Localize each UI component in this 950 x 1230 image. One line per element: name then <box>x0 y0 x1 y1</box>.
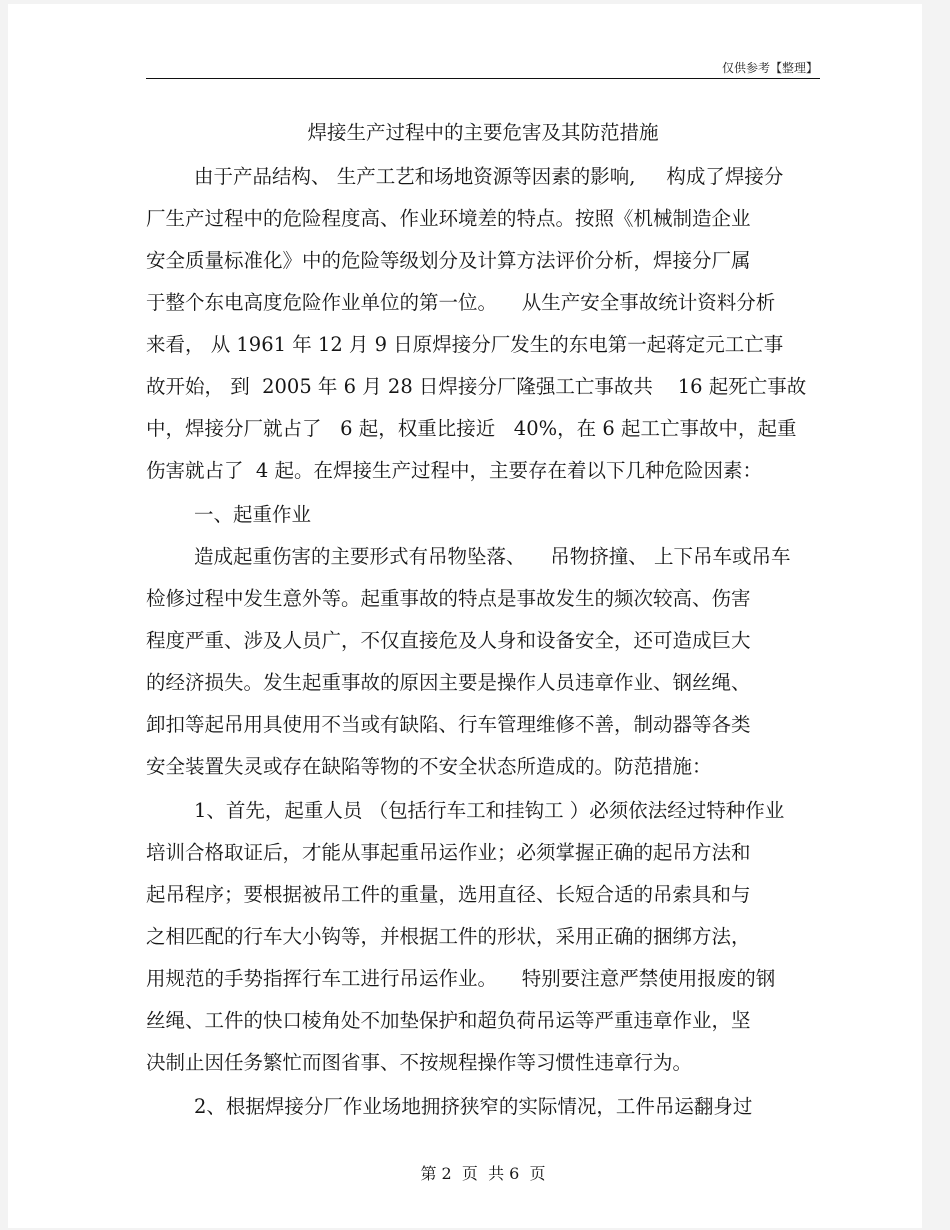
body-line: 造成起重伤害的主要形式有吊物坠落、 吊物挤撞、 上下吊车或吊车 <box>194 545 791 568</box>
body-line: 于整个东电高度危险作业单位的第一位。 从生产安全事故统计资料分析 <box>146 291 776 314</box>
body-line: 中，焊接分厂就占了 6 起，权重比接近 40%，在 6 起工亡事故中，起重 <box>146 417 797 440</box>
body-line: 厂生产过程中的危险程度高、作业环境差的特点。按照《机械制造企业 <box>146 207 751 230</box>
body-line: 决制止因任务繁忙而图省事、不按规程操作等习惯性违章行为。 <box>146 1051 693 1074</box>
document-title: 焊接生产过程中的主要危害及其防范措施 <box>307 121 659 144</box>
body-line: 丝绳、工件的快口棱角处不加垫保护和超负荷吊运等严重违章作业，坚 <box>146 1009 751 1032</box>
body-line: 由于产品结构、 生产工艺和场地资源等因素的影响, 构成了焊接分 <box>194 165 784 188</box>
body-line: 伤害就占了 4 起。在焊接生产过程中，主要存在着以下几种危险因素： <box>146 459 763 482</box>
body-line: 1、首先，起重人员 （包括行车工和挂钩工 ）必须依法经过特种作业 <box>194 799 785 822</box>
body-line: 的经济损失。发生起重事故的原因主要是操作人员违章作业、钢丝绳、 <box>146 671 751 694</box>
body-line: 起吊程序；要根据被吊工件的重量，选用直径、长短合适的吊索具和与 <box>146 883 751 906</box>
body-line: 来看， 从 1961 年 12 月 9 日原焊接分厂发生的东电第一起蒋定元工亡事 <box>146 333 784 356</box>
body-line: 安全质量标准化》中的危险等级划分及计算方法评价分析，焊接分厂属 <box>146 249 751 272</box>
body-line: 程度严重、涉及人员广，不仅直接危及人身和设备安全，还可造成巨大 <box>146 629 751 652</box>
body-line: 检修过程中发生意外等。起重事故的特点是事故发生的频次较高、伤害 <box>146 587 751 610</box>
header-note: 仅供参考【整理】 <box>721 61 818 75</box>
page-number: 第 2 页 共 6 页 <box>420 1164 546 1183</box>
body-line: 安全装置失灵或存在缺陷等物的不安全状态所造成的。防范措施： <box>146 755 712 778</box>
body-line: 之相匹配的行车大小钩等，并根据工件的形状，采用正确的捆绑方法， <box>146 925 751 948</box>
body-line: 2、根据焊接分厂作业场地拥挤狭窄的实际情况，工件吊运翻身过 <box>194 1095 753 1118</box>
document-page <box>8 4 922 1228</box>
body-line: 卸扣等起吊用具使用不当或有缺陷、行车管理维修不善，制动器等各类 <box>146 713 751 736</box>
body-line: 用规范的手势指挥行车工进行吊运作业。 特别要注意严禁使用报废的钢 <box>146 967 776 990</box>
header-divider <box>146 78 820 79</box>
body-line: 故开始， 到 2005 年 6 月 28 日焊接分厂隆强工亡事故共 16 起死亡事故 <box>146 375 807 398</box>
body-line: 培训合格取证后，才能从事起重吊运作业；必须掌握正确的起吊方法和 <box>146 841 751 864</box>
section-heading: 一、起重作业 <box>194 503 312 526</box>
